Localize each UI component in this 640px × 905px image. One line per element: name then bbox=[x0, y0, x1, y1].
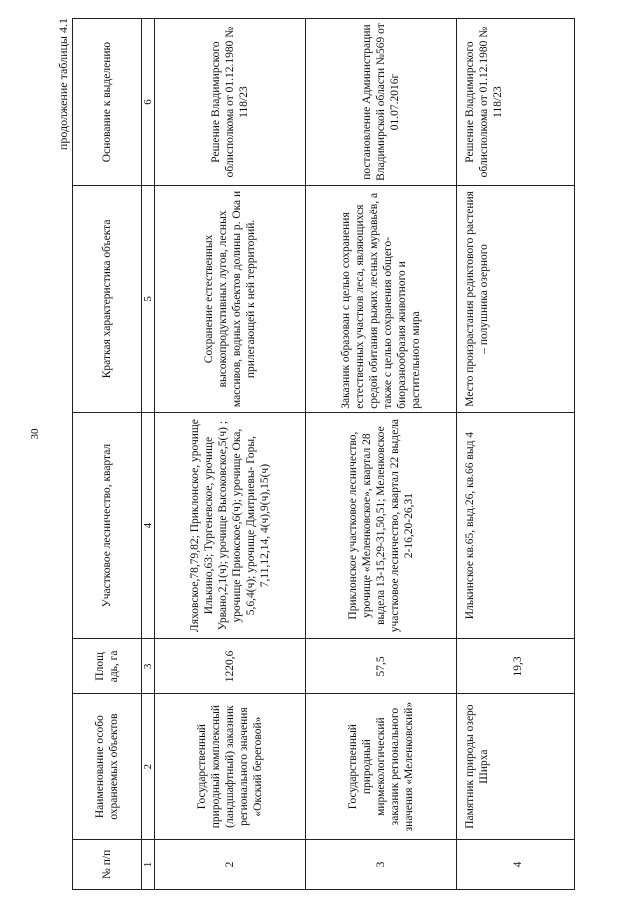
header-cell: Площ адь, га bbox=[73, 639, 142, 694]
allocation-basis: постановление Администрации Владимирской области №569 от 01.07.2016г bbox=[306, 19, 457, 186]
allocation-basis: Решение Владимирского облисполкома от 01.12.1980 № 118/23 bbox=[155, 19, 306, 186]
forestry-quarter: Приклонское участковое лесничество, урочище «Меленковское», квартал 28 выдела 13-15,29-31,50,51; Меленковское участковое лесничество, квартал 22 выдела 2-16,20-26,31 bbox=[306, 412, 457, 639]
area-value: 1220,6 bbox=[155, 639, 306, 694]
object-name: Памятник природы озеро Ширха bbox=[457, 694, 575, 840]
header-cell: № п/п bbox=[73, 839, 142, 889]
allocation-basis: Решение Владимирского облисполкома от 01.12.1980 № 118/23 bbox=[457, 19, 575, 186]
row-number: 2 bbox=[155, 839, 306, 889]
column-number-row bbox=[142, 19, 155, 890]
header-cell: Краткая характеристика объекта bbox=[73, 186, 142, 413]
column-number: 3 bbox=[142, 639, 155, 694]
header-cell: Участковое лесничество, квартал bbox=[73, 412, 142, 639]
column-number: 6 bbox=[142, 19, 155, 186]
column-number: 1 bbox=[142, 839, 155, 889]
table-header-row bbox=[73, 19, 142, 890]
table-row bbox=[457, 19, 575, 890]
forestry-quarter: Илькинское кв.65, выд.26, кв.66 выд 4 bbox=[457, 412, 575, 639]
object-description: Сохранение естественных высокопродуктивных лугов, лесных массивов, водных объектов долины р. Ока и прилегающей к ней территорий. bbox=[155, 186, 306, 413]
column-number: 4 bbox=[142, 412, 155, 639]
object-description: Заказник образован с целью сохранения естественных участков леса, являющихся средой обитания рыжих лесных муравьёв, а также с целью сохранения общего-биоразнообразия животного и растительного мира bbox=[306, 186, 457, 413]
header-cell: Наименование особо охраняемых объектов bbox=[73, 694, 142, 840]
forestry-quarter: Ляховское,78,79,82; Приклонское, урочище Илькино,63; Тургеневское, урочище Урвано,2,1(ч); урочище Высоковское,5(ч) ; урочище Приокское,6(ч); урочище Ока, 5,6,4(ч); урочище Дмитриевы- Горы, 7,11,12,14, 4(ч),9(ч),15(ч) bbox=[155, 412, 306, 639]
object-name: Государственный природный мирмекологический заказник регионального значения «Меленковский» bbox=[306, 694, 457, 840]
object-description: Место произрастания редиктового растения – полушника озерного bbox=[457, 186, 575, 413]
rotated-table-sheet bbox=[56, 14, 584, 890]
area-value: 19,3 bbox=[457, 639, 575, 694]
column-number: 2 bbox=[142, 694, 155, 840]
column-number: 5 bbox=[142, 186, 155, 413]
table-row bbox=[155, 19, 306, 890]
page-number: 30 bbox=[29, 428, 41, 440]
table-row bbox=[306, 19, 457, 890]
continuation-label: продолжение таблицы 4.1 bbox=[56, 18, 70, 151]
protected-areas-table bbox=[72, 18, 575, 890]
area-value: 57,5 bbox=[306, 639, 457, 694]
row-number: 4 bbox=[457, 839, 575, 889]
header-cell: Основание к выделению bbox=[73, 19, 142, 186]
object-name: Государственный природный комплексный (ландшафтный) заказник регионального значения «Окский береговой» bbox=[155, 694, 306, 840]
row-number: 3 bbox=[306, 839, 457, 889]
